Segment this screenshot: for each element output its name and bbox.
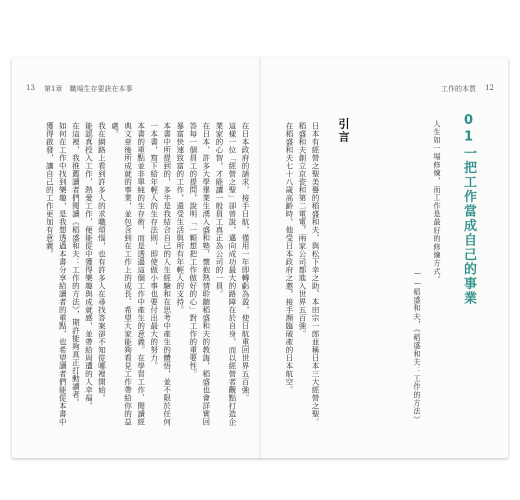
- book-gutter: [259, 58, 262, 458]
- chapter-number: 01: [461, 113, 476, 146]
- epigraph: 人生如一場修煉，而工作是最好的修煉方式。: [433, 120, 442, 284]
- chapter-title: 一把工作當成自己的事業: [461, 146, 476, 306]
- right-page-body: 日本有經營之聖美譽的稻盛和夫，與松下幸之助、本田宗一郎並稱日本三大經營之聖。稻盛和夫創立京瓷和第二電電，兩家公司都進入世界五百強。 在稻盛和夫七十八歲高齡時，他受日本政府之邀，接手瀕臨破產的日本航空。: [284, 122, 320, 426]
- epigraph-attribution: ——稻盛和夫，《稻盛和夫：工作的方法》: [413, 268, 422, 424]
- right-page-number: 12: [485, 84, 494, 92]
- left-page-body: 在日本政府的請求，接手日航，僅用一年即轉虧為盈，使日航重回世界五百強。 這樣一位「經營之聖」卻曾說，邁向成功最大的路障在於自身，而以經營者觀點打造企業家的心智，才能讓一般員工真正為公司的一員。 在日本，許多大學畢業生湧入盛和塾，懷抱熱情聆聽稻盛和夫的教誨，稻盛也會詳實回答每一個員工的提問，說明「一顆想把工作做好的心」對工作的重要性。 暴富快速致富的工作，還受生活與所有年輕人的支持。 本書中所提到的，多半是我結合自己的人生經驗和在思考中產生的體悟，並不限於任何一本書，寫下給年輕人的生存法則，即使做小事也要付出最大的努力。 本書的重點並非單純的生存術，而是透過這個工作中產生的意義。在學習工作、閱讀經典文章後所成就的事業，並包含到在工作上的成長、希望大家能夠看見工作帶給你的益處。 我在網路上看到許多人的求職煩惱，也有許多人在尋找答案卻不知從哪裡開始。 能認真投入工作，熱愛工作，便能從中獲得樂趣與成就感，並帶給周遭的人幸福。 在這裡，我推薦讀者們閱讀《稻盛和夫：工作的方法》，期許能夠真正打動讀者。 如何在工作中找到樂趣，是我想透過本書分享給讀者的重點，也希望讀者們能從本書中獲得啟發，讓自己的工作更加有意義。: [45, 122, 250, 426]
- chapter-title-block: [459, 113, 478, 306]
- right-running-header: 工作的本質: [441, 85, 476, 93]
- section-heading: 引言: [337, 118, 350, 144]
- left-running-header: 第1章 職場生存要訣在本事: [44, 85, 133, 93]
- book-spread: [12, 58, 508, 458]
- left-page-number: 13: [26, 84, 35, 92]
